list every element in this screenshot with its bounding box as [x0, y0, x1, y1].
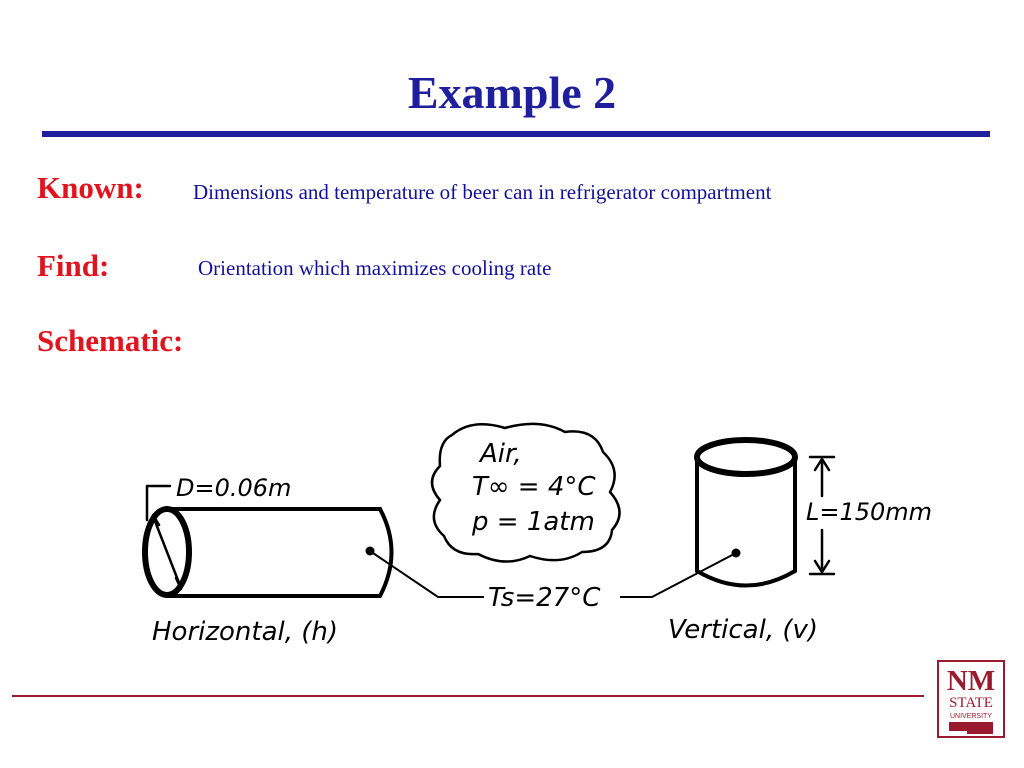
footer-rule [12, 695, 924, 697]
known-text: Dimensions and temperature of beer can in refrigerator compartment [193, 180, 772, 204]
length-label: L=150mm [806, 498, 933, 526]
surface-temperature: Ts=27°C [488, 583, 601, 613]
find-text: Orientation which maximizes cooling rate [198, 256, 552, 280]
vertical-caption: Vertical, (v) [668, 615, 819, 645]
logo-text-nm: NM [946, 665, 996, 697]
vertical-surface-point [732, 549, 741, 558]
vertical-leader-line [620, 553, 736, 597]
logo-text-state: STATE [949, 695, 993, 711]
find-label: Find: [37, 248, 110, 283]
horizontal-cylinder [145, 486, 392, 596]
air-label: Air, [480, 439, 522, 469]
new-mexico-shape-icon [949, 722, 993, 734]
air-pressure: p = 1atm [472, 507, 595, 537]
schematic-label: Schematic: [37, 323, 184, 358]
slide-title: Example 2 [407, 67, 617, 118]
vertical-cylinder [697, 440, 795, 586]
diameter-label: D=0.06m [176, 474, 292, 502]
nmsu-logo [937, 660, 1005, 738]
air-temperature: T∞ = 4°C [472, 472, 596, 502]
logo-text-university: UNIVERSITY [949, 713, 993, 720]
horizontal-caption: Horizontal, (h) [152, 617, 339, 647]
known-label: Known: [37, 170, 144, 205]
